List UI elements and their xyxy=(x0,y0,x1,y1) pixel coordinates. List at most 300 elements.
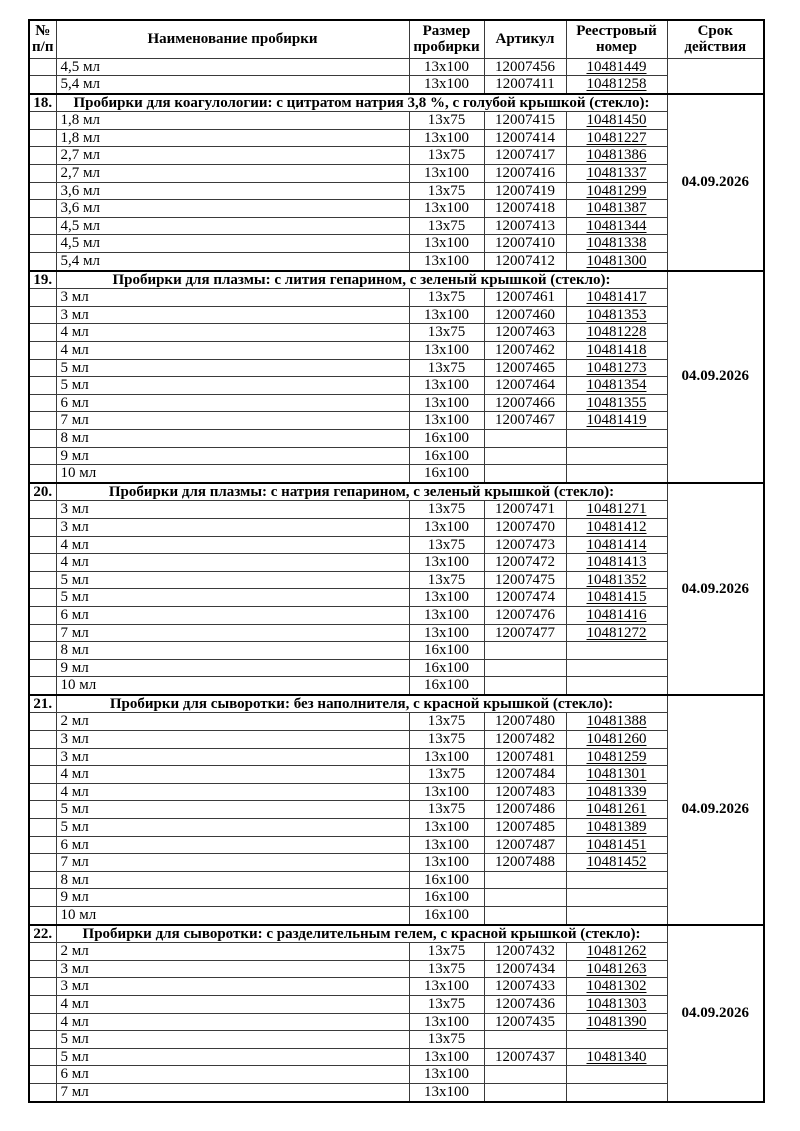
article-cell xyxy=(484,642,566,660)
registry-cell: 10481227 xyxy=(566,129,667,147)
article-cell: 12007467 xyxy=(484,412,566,430)
registry-cell: 10481417 xyxy=(566,289,667,307)
article-cell: 12007432 xyxy=(484,943,566,961)
registry-cell: 10481261 xyxy=(566,801,667,819)
row-number-cell xyxy=(29,147,56,165)
registry-cell: 10481300 xyxy=(566,253,667,271)
registry-cell xyxy=(566,429,667,447)
article-cell: 12007415 xyxy=(484,112,566,130)
row-number-cell xyxy=(29,731,56,749)
table-row xyxy=(29,995,764,1013)
row-number-cell xyxy=(29,624,56,642)
table-row xyxy=(29,819,764,837)
row-number-cell xyxy=(29,289,56,307)
tube-name-cell: 5 мл xyxy=(56,1031,409,1049)
article-cell: 12007411 xyxy=(484,76,566,94)
table-row xyxy=(29,783,764,801)
tube-size-cell: 13x75 xyxy=(409,571,484,589)
tube-size-cell: 13x100 xyxy=(409,518,484,536)
registry-cell: 10481272 xyxy=(566,624,667,642)
section-title: Пробирки для сыворотки: с разделительным гелем, с красной крышкой (стекло): xyxy=(56,925,667,943)
row-number-cell xyxy=(29,342,56,360)
article-cell: 12007481 xyxy=(484,748,566,766)
row-number-cell xyxy=(29,200,56,218)
tube-size-cell: 16x100 xyxy=(409,677,484,695)
table-row xyxy=(29,1048,764,1066)
row-number-cell xyxy=(29,889,56,907)
tube-size-cell: 13x75 xyxy=(409,359,484,377)
section-title: Пробирки для плазмы: с лития гепарином, с зеленый крышкой (стекло): xyxy=(56,271,667,289)
tube-name-cell: 10 мл xyxy=(56,465,409,483)
tube-size-cell: 13x75 xyxy=(409,801,484,819)
tube-name-cell: 5,4 мл xyxy=(56,253,409,271)
tube-size-cell: 13x100 xyxy=(409,377,484,395)
row-number-cell xyxy=(29,819,56,837)
article-cell: 12007466 xyxy=(484,394,566,412)
registry-cell: 10481339 xyxy=(566,783,667,801)
registry-cell: 10481263 xyxy=(566,960,667,978)
table-row xyxy=(29,217,764,235)
registry-cell: 10481416 xyxy=(566,606,667,624)
tube-name-cell: 5 мл xyxy=(56,801,409,819)
registry-cell: 10481449 xyxy=(566,58,667,76)
tube-name-cell: 6 мл xyxy=(56,836,409,854)
registry-cell: 10481340 xyxy=(566,1048,667,1066)
tube-size-cell: 16x100 xyxy=(409,889,484,907)
table-row xyxy=(29,536,764,554)
registry-cell xyxy=(566,889,667,907)
registry-cell xyxy=(566,447,667,465)
table-row xyxy=(29,766,764,784)
tube-name-cell: 5 мл xyxy=(56,1048,409,1066)
table-row xyxy=(29,324,764,342)
tube-size-cell: 13x75 xyxy=(409,536,484,554)
tube-size-cell: 13x75 xyxy=(409,960,484,978)
tube-name-cell: 2,7 мл xyxy=(56,147,409,165)
tube-size-cell: 13x75 xyxy=(409,182,484,200)
row-number-cell xyxy=(29,1031,56,1049)
row-number-cell xyxy=(29,76,56,94)
article-cell xyxy=(484,429,566,447)
tube-name-cell: 10 мл xyxy=(56,677,409,695)
tube-size-cell: 13x75 xyxy=(409,943,484,961)
article-cell: 12007418 xyxy=(484,200,566,218)
article-cell: 12007483 xyxy=(484,783,566,801)
tube-table xyxy=(28,19,765,1103)
tube-name-cell: 4 мл xyxy=(56,342,409,360)
table-row xyxy=(29,58,764,76)
registry-cell: 10481337 xyxy=(566,165,667,183)
row-number-cell xyxy=(29,606,56,624)
tube-size-cell: 13x100 xyxy=(409,783,484,801)
validity-cell xyxy=(667,58,764,94)
registry-cell: 10481419 xyxy=(566,412,667,430)
article-cell: 12007482 xyxy=(484,731,566,749)
tube-size-cell: 13x100 xyxy=(409,748,484,766)
row-number-cell xyxy=(29,713,56,731)
row-number-cell xyxy=(29,377,56,395)
tube-size-cell: 13x100 xyxy=(409,58,484,76)
article-cell: 12007474 xyxy=(484,589,566,607)
table-row xyxy=(29,342,764,360)
registry-cell: 10481273 xyxy=(566,359,667,377)
tube-name-cell: 2 мл xyxy=(56,943,409,961)
row-number-cell xyxy=(29,1013,56,1031)
table-row xyxy=(29,394,764,412)
tube-name-cell: 10 мл xyxy=(56,907,409,925)
registry-cell: 10481355 xyxy=(566,394,667,412)
tube-size-cell: 13x75 xyxy=(409,147,484,165)
section-number-cell: 21. xyxy=(29,695,56,713)
article-cell: 12007487 xyxy=(484,836,566,854)
tube-name-cell: 6 мл xyxy=(56,394,409,412)
article-cell: 12007464 xyxy=(484,377,566,395)
table-row xyxy=(29,412,764,430)
tube-size-cell: 16x100 xyxy=(409,642,484,660)
tube-name-cell: 8 мл xyxy=(56,871,409,889)
tube-size-cell: 16x100 xyxy=(409,429,484,447)
row-number-cell xyxy=(29,766,56,784)
tube-name-cell: 6 мл xyxy=(56,606,409,624)
article-cell: 12007477 xyxy=(484,624,566,642)
article-cell: 12007416 xyxy=(484,165,566,183)
row-number-cell xyxy=(29,129,56,147)
tube-size-cell: 13x100 xyxy=(409,129,484,147)
row-number-cell xyxy=(29,217,56,235)
article-cell: 12007419 xyxy=(484,182,566,200)
row-number-cell xyxy=(29,447,56,465)
table-row xyxy=(29,854,764,872)
row-number-cell xyxy=(29,412,56,430)
registry-cell: 10481418 xyxy=(566,342,667,360)
table-row xyxy=(29,1013,764,1031)
tube-name-cell: 3 мл xyxy=(56,978,409,996)
registry-cell: 10481389 xyxy=(566,819,667,837)
table-row xyxy=(29,978,764,996)
row-number-cell xyxy=(29,58,56,76)
article-cell: 12007485 xyxy=(484,819,566,837)
tube-name-cell: 3,6 мл xyxy=(56,200,409,218)
tube-name-cell: 4,5 мл xyxy=(56,217,409,235)
registry-cell xyxy=(566,1066,667,1084)
article-cell: 12007488 xyxy=(484,854,566,872)
tube-size-cell: 13x100 xyxy=(409,342,484,360)
table-row xyxy=(29,960,764,978)
validity-cell: 04.09.2026 xyxy=(667,695,764,925)
article-cell xyxy=(484,907,566,925)
tube-name-cell: 3 мл xyxy=(56,289,409,307)
section-title: Пробирки для сыворотки: без наполнителя, с красной крышкой (стекло): xyxy=(56,695,667,713)
registry-cell: 10481412 xyxy=(566,518,667,536)
tube-size-cell: 13x100 xyxy=(409,394,484,412)
registry-cell xyxy=(566,465,667,483)
tube-name-cell: 5,4 мл xyxy=(56,76,409,94)
article-cell: 12007473 xyxy=(484,536,566,554)
validity-cell: 04.09.2026 xyxy=(667,925,764,1102)
tube-size-cell: 13x100 xyxy=(409,76,484,94)
row-number-cell xyxy=(29,359,56,377)
registry-cell: 10481259 xyxy=(566,748,667,766)
registry-cell: 10481344 xyxy=(566,217,667,235)
table-row xyxy=(29,624,764,642)
article-cell: 12007461 xyxy=(484,289,566,307)
row-number-cell xyxy=(29,748,56,766)
registry-cell xyxy=(566,677,667,695)
registry-cell: 10481262 xyxy=(566,943,667,961)
registry-cell: 10481415 xyxy=(566,589,667,607)
tube-name-cell: 4 мл xyxy=(56,783,409,801)
section-header-row xyxy=(29,271,764,289)
row-number-cell xyxy=(29,907,56,925)
article-cell: 12007465 xyxy=(484,359,566,377)
tube-name-cell: 4 мл xyxy=(56,324,409,342)
table-row xyxy=(29,501,764,519)
article-cell: 12007456 xyxy=(484,58,566,76)
tube-size-cell: 13x75 xyxy=(409,766,484,784)
tube-name-cell: 4 мл xyxy=(56,995,409,1013)
tube-name-cell: 3 мл xyxy=(56,960,409,978)
article-cell: 12007434 xyxy=(484,960,566,978)
tube-name-cell: 4 мл xyxy=(56,1013,409,1031)
table-row xyxy=(29,571,764,589)
row-number-cell xyxy=(29,783,56,801)
article-cell: 12007480 xyxy=(484,713,566,731)
article-cell: 12007484 xyxy=(484,766,566,784)
tube-name-cell: 4,5 мл xyxy=(56,235,409,253)
tube-name-cell: 1,8 мл xyxy=(56,129,409,147)
table-row xyxy=(29,748,764,766)
tube-size-cell: 13x100 xyxy=(409,819,484,837)
registry-cell: 10481228 xyxy=(566,324,667,342)
tube-size-cell: 13x75 xyxy=(409,1031,484,1049)
article-cell xyxy=(484,871,566,889)
tube-name-cell: 5 мл xyxy=(56,377,409,395)
tube-size-cell: 13x100 xyxy=(409,554,484,572)
tube-name-cell: 7 мл xyxy=(56,1083,409,1101)
tube-size-cell: 13x75 xyxy=(409,289,484,307)
table-row xyxy=(29,589,764,607)
section-header-row xyxy=(29,925,764,943)
article-cell: 12007476 xyxy=(484,606,566,624)
tube-size-cell: 13x100 xyxy=(409,200,484,218)
registry-cell: 10481271 xyxy=(566,501,667,519)
row-number-cell xyxy=(29,253,56,271)
registry-cell: 10481387 xyxy=(566,200,667,218)
table-row xyxy=(29,518,764,536)
tube-size-cell: 13x100 xyxy=(409,606,484,624)
registry-cell: 10481414 xyxy=(566,536,667,554)
row-number-cell xyxy=(29,854,56,872)
tube-size-cell: 13x100 xyxy=(409,165,484,183)
tube-size-cell: 16x100 xyxy=(409,659,484,677)
table-row xyxy=(29,76,764,94)
tube-size-cell: 13x100 xyxy=(409,836,484,854)
article-cell: 12007413 xyxy=(484,217,566,235)
registry-cell xyxy=(566,1031,667,1049)
tube-size-cell: 16x100 xyxy=(409,871,484,889)
row-number-cell xyxy=(29,836,56,854)
table-row xyxy=(29,129,764,147)
article-cell: 12007410 xyxy=(484,235,566,253)
registry-cell: 10481301 xyxy=(566,766,667,784)
registry-cell xyxy=(566,907,667,925)
tube-name-cell: 3 мл xyxy=(56,731,409,749)
registry-cell xyxy=(566,871,667,889)
section-number-cell: 18. xyxy=(29,94,56,112)
tube-name-cell: 8 мл xyxy=(56,429,409,447)
tube-name-cell: 9 мл xyxy=(56,659,409,677)
registry-cell: 10481353 xyxy=(566,306,667,324)
section-title: Пробирки для коагулологии: с цитратом натрия 3,8 %, с голубой крышкой (стекло): xyxy=(56,94,667,112)
table-row xyxy=(29,889,764,907)
table-row xyxy=(29,112,764,130)
tube-name-cell: 9 мл xyxy=(56,889,409,907)
registry-cell: 10481388 xyxy=(566,713,667,731)
table-row xyxy=(29,377,764,395)
article-cell: 12007414 xyxy=(484,129,566,147)
table-row xyxy=(29,801,764,819)
table-row xyxy=(29,642,764,660)
tube-size-cell: 13x100 xyxy=(409,854,484,872)
tube-size-cell: 13x75 xyxy=(409,731,484,749)
validity-cell: 04.09.2026 xyxy=(667,483,764,695)
row-number-cell xyxy=(29,465,56,483)
registry-cell: 10481413 xyxy=(566,554,667,572)
registry-cell: 10481302 xyxy=(566,978,667,996)
article-cell: 12007462 xyxy=(484,342,566,360)
tube-name-cell: 4,5 мл xyxy=(56,58,409,76)
table-row xyxy=(29,147,764,165)
table-row xyxy=(29,306,764,324)
tube-name-cell: 4 мл xyxy=(56,766,409,784)
article-cell: 12007436 xyxy=(484,995,566,1013)
tube-name-cell: 7 мл xyxy=(56,854,409,872)
tube-name-cell: 7 мл xyxy=(56,412,409,430)
tube-size-cell: 16x100 xyxy=(409,907,484,925)
registry-cell xyxy=(566,1083,667,1101)
section-header-row xyxy=(29,94,764,112)
header-registry: Реестровый номер xyxy=(566,20,667,58)
article-cell xyxy=(484,659,566,677)
tube-name-cell: 7 мл xyxy=(56,624,409,642)
header-num: № п/п xyxy=(29,20,56,58)
header-size: Размер пробирки xyxy=(409,20,484,58)
tube-size-cell: 13x75 xyxy=(409,217,484,235)
article-cell xyxy=(484,677,566,695)
tube-size-cell: 13x100 xyxy=(409,1083,484,1101)
tube-name-cell: 5 мл xyxy=(56,359,409,377)
row-number-cell xyxy=(29,306,56,324)
table-header-row xyxy=(29,20,764,58)
tube-name-cell: 5 мл xyxy=(56,571,409,589)
tube-size-cell: 13x100 xyxy=(409,1048,484,1066)
row-number-cell xyxy=(29,995,56,1013)
tube-size-cell: 13x100 xyxy=(409,235,484,253)
tube-name-cell: 3 мл xyxy=(56,748,409,766)
article-cell: 12007437 xyxy=(484,1048,566,1066)
article-cell xyxy=(484,447,566,465)
table-row xyxy=(29,1066,764,1084)
tube-size-cell: 13x100 xyxy=(409,306,484,324)
section-header-row xyxy=(29,695,764,713)
tube-name-cell: 4 мл xyxy=(56,536,409,554)
article-cell xyxy=(484,1066,566,1084)
header-validity: Срок действия xyxy=(667,20,764,58)
table-row xyxy=(29,554,764,572)
table-row xyxy=(29,359,764,377)
article-cell xyxy=(484,465,566,483)
table-row xyxy=(29,165,764,183)
table-row xyxy=(29,235,764,253)
row-number-cell xyxy=(29,235,56,253)
row-number-cell xyxy=(29,677,56,695)
article-cell: 12007412 xyxy=(484,253,566,271)
article-cell: 12007463 xyxy=(484,324,566,342)
table-row xyxy=(29,677,764,695)
row-number-cell xyxy=(29,571,56,589)
row-number-cell xyxy=(29,429,56,447)
section-header-row xyxy=(29,483,764,501)
row-number-cell xyxy=(29,960,56,978)
article-cell: 12007475 xyxy=(484,571,566,589)
row-number-cell xyxy=(29,165,56,183)
row-number-cell xyxy=(29,554,56,572)
tube-size-cell: 13x75 xyxy=(409,995,484,1013)
table-row xyxy=(29,182,764,200)
registry-cell: 10481452 xyxy=(566,854,667,872)
table-row xyxy=(29,907,764,925)
table-row xyxy=(29,429,764,447)
section-number-cell: 19. xyxy=(29,271,56,289)
table-row xyxy=(29,836,764,854)
tube-size-cell: 13x75 xyxy=(409,112,484,130)
row-number-cell xyxy=(29,501,56,519)
tube-name-cell: 6 мл xyxy=(56,1066,409,1084)
table-row xyxy=(29,200,764,218)
registry-cell: 10481450 xyxy=(566,112,667,130)
row-number-cell xyxy=(29,112,56,130)
tube-name-cell: 9 мл xyxy=(56,447,409,465)
row-number-cell xyxy=(29,518,56,536)
tube-name-cell: 8 мл xyxy=(56,642,409,660)
tube-size-cell: 13x100 xyxy=(409,624,484,642)
tube-name-cell: 3 мл xyxy=(56,518,409,536)
header-article: Артикул xyxy=(484,20,566,58)
article-cell: 12007435 xyxy=(484,1013,566,1031)
row-number-cell xyxy=(29,1048,56,1066)
row-number-cell xyxy=(29,536,56,554)
registry-cell: 10481354 xyxy=(566,377,667,395)
table-row xyxy=(29,731,764,749)
article-cell: 12007417 xyxy=(484,147,566,165)
tube-name-cell: 3 мл xyxy=(56,306,409,324)
tube-size-cell: 13x100 xyxy=(409,589,484,607)
table-row xyxy=(29,253,764,271)
article-cell: 12007486 xyxy=(484,801,566,819)
row-number-cell xyxy=(29,943,56,961)
tube-size-cell: 13x75 xyxy=(409,324,484,342)
row-number-cell xyxy=(29,1066,56,1084)
row-number-cell xyxy=(29,801,56,819)
row-number-cell xyxy=(29,978,56,996)
row-number-cell xyxy=(29,324,56,342)
table-row xyxy=(29,871,764,889)
registry-cell: 10481258 xyxy=(566,76,667,94)
tube-name-cell: 3,6 мл xyxy=(56,182,409,200)
tube-table-body xyxy=(29,58,764,1102)
registry-cell: 10481390 xyxy=(566,1013,667,1031)
row-number-cell xyxy=(29,659,56,677)
